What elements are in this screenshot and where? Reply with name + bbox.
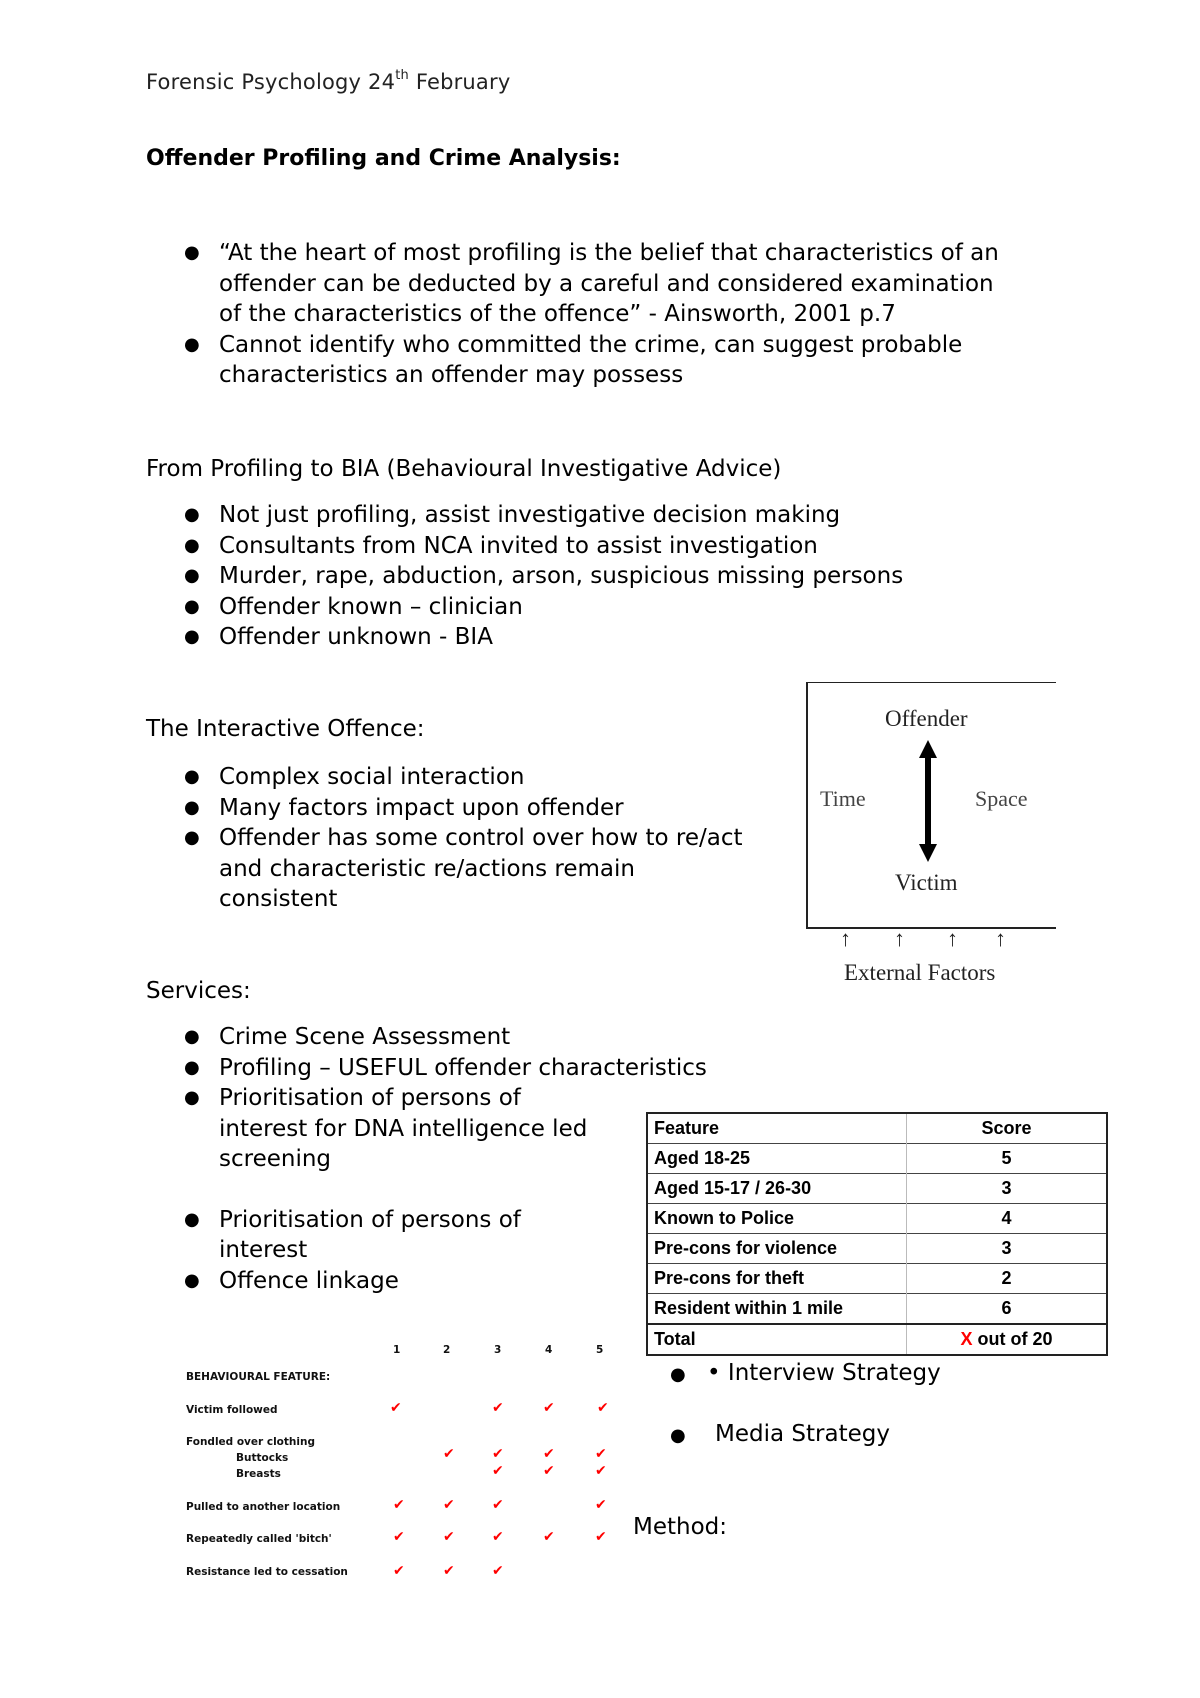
list-item-line: and characteristic re/actions remain bbox=[219, 855, 635, 882]
bullet-icon: ● bbox=[670, 1364, 686, 1385]
check-icon: ✔ bbox=[492, 1463, 504, 1479]
diagram-external-factors-label: External Factors bbox=[844, 960, 996, 985]
external-arrow-icon: ↑ bbox=[894, 926, 905, 951]
table-row bbox=[647, 1144, 1107, 1174]
list-item-line: interest for DNA intelligence led bbox=[219, 1115, 588, 1142]
interactive-heading: The Interactive Offence: bbox=[146, 716, 425, 742]
check-icon: ✔ bbox=[393, 1529, 405, 1545]
external-arrow-icon: ↑ bbox=[840, 926, 851, 951]
list-item bbox=[146, 500, 1146, 531]
total-rest: out of 20 bbox=[972, 1329, 1053, 1349]
check-icon: ✔ bbox=[543, 1446, 555, 1462]
bullet-icon: ● bbox=[184, 595, 200, 617]
check-icon: ✔ bbox=[443, 1529, 455, 1545]
behaviour-row-label: Repeatedly called 'bitch' bbox=[186, 1533, 332, 1545]
double-arrow-icon bbox=[913, 740, 943, 862]
list-item bbox=[146, 1053, 946, 1084]
column-header: 3 bbox=[494, 1344, 502, 1356]
bia-list bbox=[146, 500, 1146, 653]
total-value bbox=[907, 1324, 1108, 1355]
list-item-text: Offender known – clinician bbox=[219, 593, 523, 620]
document-header bbox=[146, 70, 510, 94]
list-item bbox=[146, 238, 1146, 330]
total-x-marker: X bbox=[960, 1329, 973, 1349]
interview-strategy-item bbox=[670, 1360, 941, 1386]
behaviour-row-label: Resistance led to cessation bbox=[186, 1566, 348, 1578]
list-item-line: “At the heart of most profiling is the belief that characteristics of an bbox=[219, 240, 999, 266]
behaviour-row-label: Fondled over clothing bbox=[186, 1436, 315, 1448]
bullet-icon: ● bbox=[184, 1208, 200, 1230]
column-header: 4 bbox=[545, 1344, 553, 1356]
behaviour-heading: BEHAVIOURAL FEATURE: bbox=[186, 1371, 331, 1383]
check-icon: ✔ bbox=[492, 1446, 504, 1462]
list-item bbox=[146, 793, 786, 824]
behaviour-row-label: Victim followed bbox=[186, 1404, 278, 1416]
list-item-line: Cannot identify who committed the crime, can suggest probable bbox=[219, 331, 963, 358]
header-text-month: February bbox=[408, 70, 511, 94]
bullet-icon: ● bbox=[184, 1269, 200, 1291]
list-item-line: Complex social interaction bbox=[219, 764, 525, 790]
column-header: 1 bbox=[393, 1344, 401, 1356]
list-item-line: screening bbox=[219, 1146, 332, 1172]
bullet-icon: ● bbox=[184, 1056, 200, 1078]
bullet-icon: ● bbox=[184, 1087, 200, 1108]
intro-list bbox=[146, 238, 1146, 391]
diagram-space-label: Space bbox=[975, 786, 1028, 811]
check-icon: ✔ bbox=[443, 1497, 455, 1513]
check-icon: ✔ bbox=[492, 1400, 504, 1416]
bullet-icon: ● bbox=[184, 796, 200, 818]
check-icon: ✔ bbox=[393, 1563, 405, 1579]
column-header-feature: Feature bbox=[647, 1113, 907, 1144]
check-icon: ✔ bbox=[595, 1497, 607, 1513]
score-cell: 4 bbox=[907, 1204, 1108, 1234]
list-item-text: Not just profiling, assist investigative decision making bbox=[219, 502, 841, 528]
behaviour-row-label: Buttocks bbox=[236, 1452, 289, 1464]
list-item-text: Murder, rape, abduction, arson, suspicious missing persons bbox=[219, 563, 904, 589]
method-heading: Method: bbox=[633, 1514, 728, 1540]
bullet-icon: ● bbox=[184, 827, 200, 848]
external-arrow-icon: ↑ bbox=[995, 926, 1006, 951]
bullet-icon: ● bbox=[184, 333, 200, 355]
list-item-text: Media Strategy bbox=[715, 1421, 890, 1447]
services-heading: Services: bbox=[146, 978, 251, 1004]
feature-cell: Pre-cons for theft bbox=[647, 1264, 907, 1294]
check-icon: ✔ bbox=[443, 1563, 455, 1579]
check-icon: ✔ bbox=[543, 1529, 555, 1545]
bullet-icon: ● bbox=[184, 1026, 200, 1047]
feature-cell: Aged 18-25 bbox=[647, 1144, 907, 1174]
list-item-line: Offence linkage bbox=[219, 1267, 399, 1294]
list-item bbox=[146, 330, 1146, 391]
list-item-line: Offender has some control over how to re/act bbox=[219, 825, 743, 851]
check-icon: ✔ bbox=[492, 1529, 504, 1545]
list-item bbox=[146, 762, 786, 793]
score-cell: 3 bbox=[907, 1234, 1108, 1264]
bia-heading: From Profiling to BIA (Behavioural Investigative Advice) bbox=[146, 456, 782, 482]
check-icon: ✔ bbox=[595, 1463, 607, 1479]
list-item-line: offender can be deducted by a careful and considered examination bbox=[219, 270, 994, 297]
score-table bbox=[646, 1112, 1108, 1356]
score-cell: 2 bbox=[907, 1264, 1108, 1294]
feature-cell: Pre-cons for violence bbox=[647, 1234, 907, 1264]
list-item bbox=[146, 531, 1146, 562]
bullet-icon: ● bbox=[184, 534, 200, 556]
interactive-list bbox=[146, 762, 786, 915]
list-item-line: Prioritisation of persons of bbox=[219, 1085, 521, 1111]
score-cell: 6 bbox=[907, 1294, 1108, 1325]
check-icon: ✔ bbox=[393, 1497, 405, 1513]
check-icon: ✔ bbox=[597, 1400, 609, 1416]
list-item-line: consistent bbox=[219, 886, 338, 912]
list-item-line: Profiling – USEFUL offender characteristics bbox=[219, 1054, 707, 1081]
list-item-line: Many factors impact upon offender bbox=[219, 794, 624, 821]
bullet-icon: ● bbox=[670, 1425, 686, 1446]
bullet-icon: ● bbox=[184, 565, 200, 586]
score-cell: 3 bbox=[907, 1174, 1108, 1204]
check-icon: ✔ bbox=[543, 1463, 555, 1479]
diagram-victim-label: Victim bbox=[895, 870, 958, 895]
table-row bbox=[647, 1204, 1107, 1234]
list-item-text: Offender unknown - BIA bbox=[219, 624, 493, 650]
score-cell: 5 bbox=[907, 1144, 1108, 1174]
list-item-line: Prioritisation of persons of bbox=[219, 1206, 521, 1233]
behaviour-row-label: Breasts bbox=[236, 1468, 281, 1480]
list-item bbox=[146, 823, 786, 915]
header-text: Forensic Psychology 24 bbox=[146, 70, 396, 94]
feature-cell: Aged 15-17 / 26-30 bbox=[647, 1174, 907, 1204]
list-item-line: of the characteristics of the offence” - Ainsworth, 2001 p.7 bbox=[219, 301, 896, 327]
diagram-time-label: Time bbox=[820, 786, 866, 811]
check-icon: ✔ bbox=[443, 1446, 455, 1462]
check-icon: ✔ bbox=[595, 1446, 607, 1462]
table-total-row bbox=[647, 1324, 1107, 1355]
list-item bbox=[146, 592, 1146, 623]
external-arrow-icon: ↑ bbox=[947, 926, 958, 951]
check-icon: ✔ bbox=[390, 1400, 402, 1416]
header-superscript: th bbox=[395, 68, 409, 83]
diagram-offender-label: Offender bbox=[885, 706, 968, 731]
page-title: Offender Profiling and Crime Analysis: bbox=[146, 146, 621, 171]
table-header-row bbox=[647, 1113, 1107, 1144]
bullet-icon: ● bbox=[184, 626, 200, 647]
media-strategy-item bbox=[670, 1421, 890, 1447]
check-icon: ✔ bbox=[595, 1529, 607, 1545]
table-row bbox=[647, 1234, 1107, 1264]
total-label: Total bbox=[647, 1324, 907, 1355]
list-item-text: Consultants from NCA invited to assist investigation bbox=[219, 532, 818, 559]
list-item bbox=[146, 1022, 946, 1053]
table-row bbox=[647, 1264, 1107, 1294]
list-item-line: characteristics an offender may possess bbox=[219, 362, 684, 388]
check-icon: ✔ bbox=[543, 1400, 555, 1416]
column-header: 2 bbox=[443, 1344, 451, 1356]
list-item-line: interest bbox=[219, 1237, 308, 1263]
check-icon: ✔ bbox=[492, 1497, 504, 1513]
table-row bbox=[647, 1294, 1107, 1325]
list-item bbox=[146, 622, 1146, 653]
column-header-score: Score bbox=[907, 1113, 1108, 1144]
behaviour-row-label: Pulled to another location bbox=[186, 1501, 341, 1513]
check-icon: ✔ bbox=[492, 1563, 504, 1579]
list-item-line: Crime Scene Assessment bbox=[219, 1024, 511, 1050]
bullet-icon: ● bbox=[184, 242, 200, 263]
bullet-icon: ● bbox=[184, 766, 200, 787]
feature-cell: Resident within 1 mile bbox=[647, 1294, 907, 1325]
list-item-text: • Interview Strategy bbox=[707, 1360, 941, 1386]
column-header: 5 bbox=[596, 1344, 604, 1356]
list-item bbox=[146, 561, 1146, 592]
feature-cell: Known to Police bbox=[647, 1204, 907, 1234]
table-row bbox=[647, 1174, 1107, 1204]
bullet-icon: ● bbox=[184, 504, 200, 525]
